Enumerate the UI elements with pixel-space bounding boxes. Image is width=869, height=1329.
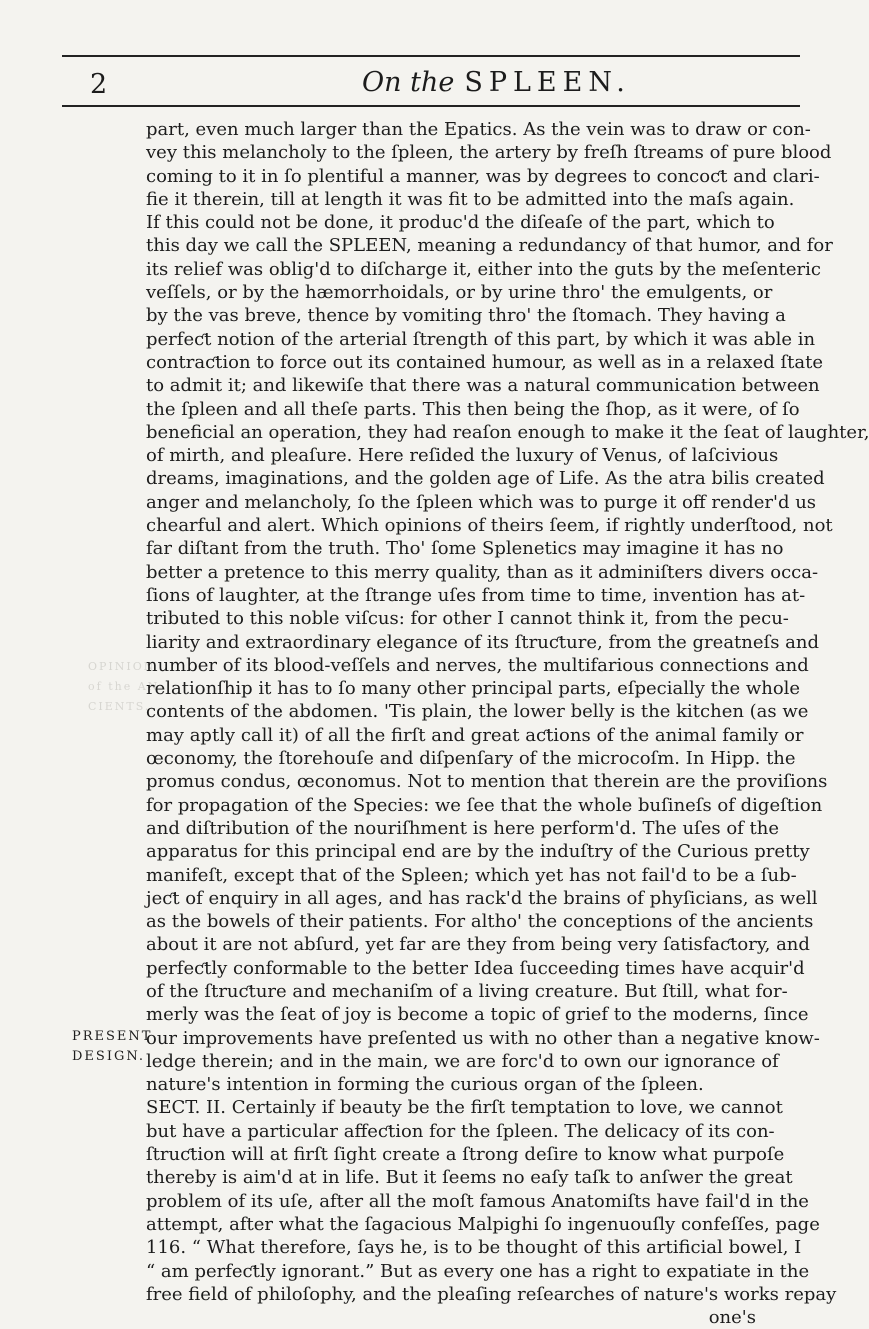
text-line: fie it therein, till at length it was fit to be admitted into the maſs again.	[146, 188, 795, 210]
text-line: this day we call the SPLEEN, meaning a redundancy of that humor, and for	[146, 235, 833, 257]
text-line: veſſels, or by the hæmorrhoidals, or by urine thro' the emulgents, or	[146, 282, 773, 304]
text-line: free field of philoſophy, and the pleaſing reſearches of nature's works repay	[146, 1283, 837, 1305]
text-line: thereby is aim'd at in life. But it ſeems no eaſy taſk to anſwer the great	[146, 1167, 793, 1189]
text-line: apparatus for this principal end are by the induſtry of the Curious pretty	[146, 841, 810, 863]
text-line: but have a particular affeƈtion for the ſpleen. The delicacy of its con-	[146, 1120, 775, 1142]
text-line: manifeſt, except that of the Spleen; which yet has not fail'd to be a ſub-	[146, 864, 797, 886]
page-number: 2	[90, 69, 109, 100]
running-title-italic: On the	[362, 67, 455, 98]
text-line: part, even much larger than the Epatics. As the vein was to draw or con-	[146, 119, 811, 140]
text-line: the ſpleen and all theſe parts. This then being the ſhop, as it were, of ſo	[146, 398, 800, 420]
text-line: to admit it; and likewiſe that there was a natural communication between	[146, 375, 820, 397]
text-line: better a pretence to this merry quality, than as it adminiſters divers occa-	[146, 561, 819, 583]
text-line: coming to it in ſo plentiful a manner, was by degrees to concoƈt and clari-	[146, 165, 820, 187]
text-line: our improvements have preſented us with no other than a negative know-	[146, 1027, 820, 1049]
text-line: liarity and extraordinary elegance of its ſtruƈture, from the greatneſs and	[146, 631, 819, 653]
text-line: 116. “ What therefore, ſays he, is to be thought of this artificial bowel, I	[146, 1237, 802, 1259]
text-line: problem of its uſe, after all the moſt famous Anatomiſts have fail'd in the	[146, 1190, 809, 1212]
text-line: may aptly call it) of all the firſt and great aƈtions of the animal family or	[146, 724, 804, 746]
faint-margin-note-line: OPINION	[88, 660, 156, 673]
text-line: relationſhip it has to ſo many other principal parts, eſpecially the whole	[146, 678, 801, 700]
text-line: œconomy, the ſtorehouſe and diſpenſary of the microcoſm. In Hipp. the	[146, 748, 796, 770]
text-line: about it are not abſurd, yet far are they from being very ſatisfaƈtory, and	[146, 934, 810, 956]
faint-margin-note-line: of the AN-	[88, 680, 165, 693]
body-text	[146, 118, 869, 1329]
margin-note-line: PRESENT	[72, 1029, 153, 1044]
text-line: dreams, imaginations, and the golden age of Life. As the atra bilis created	[146, 468, 825, 490]
text-line: SECT. II. Certainly if beauty be the firſt temptation to love, we cannot	[146, 1097, 783, 1119]
text-line: ledge therein; and in the main, we are forc'd to own our ignorance of	[146, 1050, 779, 1072]
margin-note-line: DESIGN.	[72, 1049, 146, 1064]
text-line: If this could not be done, it produc'd the diſeaſe of the part, which to	[146, 212, 775, 234]
text-line: for propagation of the Species: we ſee that the whole buſineſs of digeſtion	[146, 794, 823, 816]
text-line: chearful and alert. Which opinions of theirs ſeem, if rightly underſtood, not	[146, 515, 833, 537]
text-line: “ am perfeƈtly ignorant.” But as every one has a right to expatiate in the	[146, 1260, 810, 1282]
text-line: and diſtribution of the nouriſhment is here perform'd. The uſes of the	[146, 817, 780, 839]
text-line: beneficial an operation, they had reaſon enough to make it the ſeat of laughter,	[146, 421, 869, 443]
text-line: merly was the ſeat of joy is become a topic of grief to the moderns, ſince	[146, 1004, 809, 1026]
text-line: perfeƈt notion of the arterial ſtrength of this part, by which it was able in	[146, 328, 816, 350]
running-title	[362, 67, 631, 98]
text-line: vey this melancholy to the ſpleen, the artery by freſh ſtreams of pure blood	[146, 142, 832, 164]
text-line: ſtruƈtion will at firſt ſight create a ſtrong deſire to know what purpoſe	[146, 1144, 785, 1166]
text-line: nature's intention in forming the curious organ of the ſpleen.	[146, 1074, 704, 1096]
text-line: jeƈt of enquiry in all ages, and has rack'd the brains of phyſicians, as well	[146, 887, 818, 909]
text-line: its relief was oblig'd to diſcharge it, either into the guts by the meſenteric	[146, 258, 821, 280]
running-title-caps: SPLEEN.	[464, 67, 631, 98]
text-line: far diſtant from the truth. Tho' ſome Splenetics may imagine it has no	[146, 538, 784, 560]
text-line: tributed to this noble viſcus: for other I cannot think it, from the pecu-	[146, 608, 789, 630]
faint-margin-note-line: CIENTS.	[88, 700, 151, 713]
text-line: contents of the abdomen. 'Tis plain, the lower belly is the kitchen (as we	[146, 701, 809, 723]
text-line: anger and melancholy, ſo the ſpleen which was to purge it off render'd us	[146, 491, 817, 513]
text-line: number of its blood-veſſels and nerves, the multifarious connections and	[146, 654, 809, 676]
text-line: promus condus, œconomus. Not to mention that therein are the proviſions	[146, 771, 828, 793]
text-line: perfeƈtly conformable to the better Idea ſucceeding times have acquir'd	[146, 957, 805, 979]
text-line: by the vas breve, thence by vomiting thro' the ſtomach. They having a	[146, 305, 786, 327]
text-line: of mirth, and pleaſure. Here reſided the luxury of Venus, of laſcivious	[146, 445, 779, 467]
text-line: of the ſtruƈture and mechaniſm of a living creature. But ſtill, what for-	[146, 980, 788, 1002]
text-line: ſions of laughter, at the ſtrange uſes from time to time, invention has at-	[146, 584, 806, 606]
margin-note-present-design	[72, 1027, 152, 1067]
catchword: one's	[708, 1307, 756, 1329]
running-header	[62, 55, 800, 107]
text-line: attempt, after what the ſagacious Malpighi ſo ingenuouſly confeſſes, page	[146, 1213, 820, 1235]
text-line: as the bowels of their patients. For altho' the conceptions of the ancients	[146, 911, 814, 933]
text-line: contraƈtion to force out its contained humour, as well as in a relaxed ſtate	[146, 351, 823, 373]
